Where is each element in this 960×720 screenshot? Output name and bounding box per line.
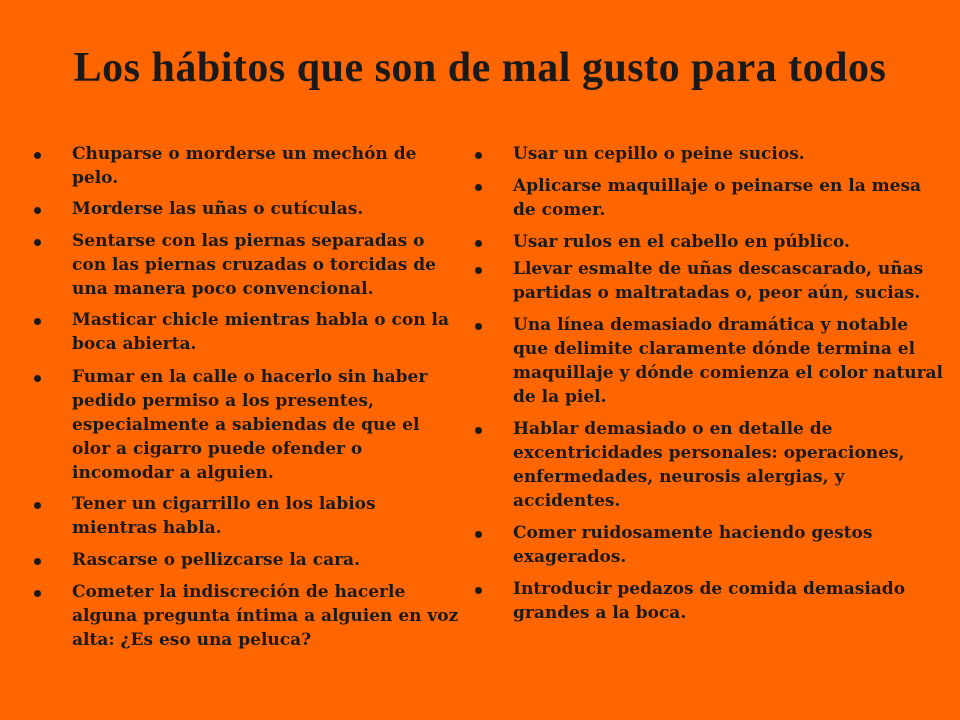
bullet-icon [475, 152, 482, 159]
list-item [34, 142, 462, 190]
list-item-text: Llevar esmalte de uñas descascarado, uñas partidas o maltratadas o, peor aún, sucias. [513, 259, 924, 303]
list-item-text: Usar un cepillo o peine sucios. [513, 144, 805, 164]
right-bullet-list [475, 142, 945, 633]
list-item-text: Tener un cigarrillo en los labios mientras habla. [72, 494, 376, 538]
list-item-text: Cometer la indiscreción de hacerle alguna pregunta íntima a alguien en voz alta: ¿Es eso una peluca? [72, 582, 459, 650]
bullet-icon [475, 184, 482, 191]
bullet-icon [475, 267, 482, 274]
left-bullet-list [34, 142, 462, 652]
list-item [475, 313, 945, 409]
bullet-icon [34, 590, 41, 597]
list-item-text: Fumar en la calle o hacerlo sin haber pedido permiso a los presentes, especialmente a sabiendas de que el olor a cigarro puede ofender o incomodar a alguien. [72, 367, 428, 483]
bullet-icon [475, 531, 482, 538]
bullet-icon [34, 375, 41, 382]
list-item [475, 142, 945, 166]
bullet-icon [475, 240, 482, 247]
bullet-icon [34, 152, 41, 159]
list-item [34, 548, 462, 572]
list-item [475, 417, 945, 513]
list-item-text: Hablar demasiado o en detalle de excentricidades personales: operaciones, enfermedades, neurosis alergias, y accidentes. [513, 419, 905, 511]
list-item-text: Morderse las uñas o cutículas. [72, 199, 364, 219]
list-item-text: Introducir pedazos de comida demasiado grandes a la boca. [513, 579, 906, 623]
list-item-text: Chuparse o morderse un mechón de pelo. [72, 144, 417, 188]
bullet-icon [34, 239, 41, 246]
list-item [34, 580, 462, 652]
list-item-text: Comer ruidosamente haciendo gestos exagerados. [513, 523, 873, 567]
slide-title: Los hábitos que son de mal gusto para todos [73, 45, 887, 91]
list-item [34, 197, 462, 221]
list-item [475, 577, 945, 625]
bullet-icon [34, 318, 41, 325]
list-item-text: Aplicarse maquillaje o peinarse en la mesa de comer. [513, 176, 922, 220]
list-item [34, 308, 462, 356]
list-item [34, 492, 462, 540]
bullet-icon [475, 427, 482, 434]
list-item-text: Sentarse con las piernas separadas o con las piernas cruzadas o torcidas de una manera poco convencional. [72, 231, 436, 299]
bullet-icon [475, 587, 482, 594]
list-item-text: Usar rulos en el cabello en público. [513, 232, 850, 252]
list-item-text: Una línea demasiado dramática y notable que delimite claramente dónde termina el maquillaje y dónde comienza el color natural de la piel. [513, 315, 943, 407]
list-item [475, 174, 945, 222]
list-item [475, 521, 945, 569]
list-item [34, 365, 462, 485]
list-item [34, 229, 462, 301]
list-item [475, 230, 945, 254]
list-item [475, 257, 945, 305]
bullet-icon [475, 323, 482, 330]
bullet-icon [34, 502, 41, 509]
bullet-icon [34, 558, 41, 565]
list-item-text: Masticar chicle mientras habla o con la boca abierta. [72, 310, 449, 354]
bullet-icon [34, 207, 41, 214]
list-item-text: Rascarse o pellizcarse la cara. [72, 550, 360, 570]
